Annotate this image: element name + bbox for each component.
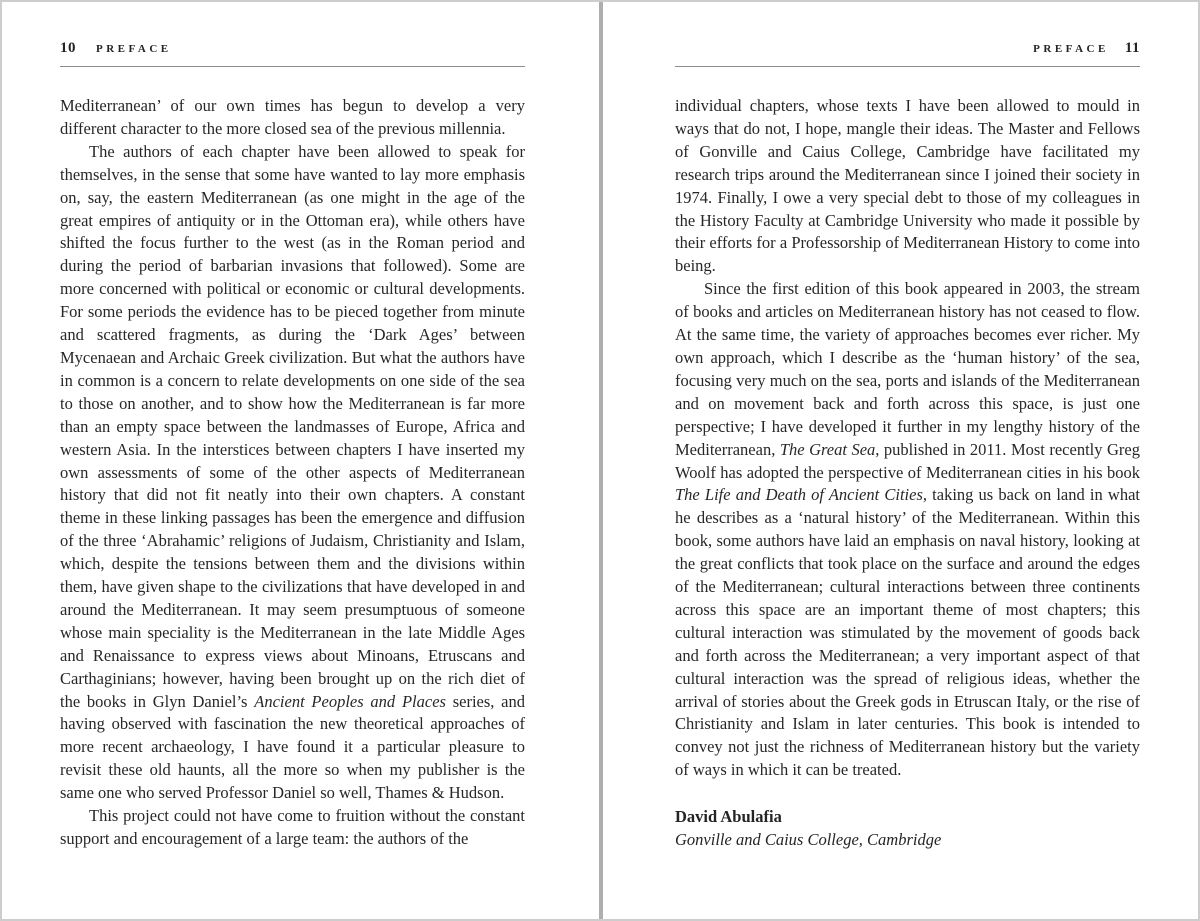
text-segment: individual chapters, whose texts I have been allowed to mould in ways that do not, I hope, mangle their ideas. The Master and Fellows of Gonville and Caius College, Cambridge have facilitated my research trips around the Mediterranean since I joined their society in 1974. Finally, I owe a very special debt to those of my colleagues in the History Faculty at Cambridge University who made it possible by their efforts for a Professorship of Mediterranean History to come into being.: [675, 96, 1140, 276]
paragraph: [60, 805, 525, 851]
paragraph: [60, 95, 525, 141]
page-left-inner: [2, 2, 525, 851]
running-header-right: [675, 40, 1140, 57]
signature-block: [675, 805, 1140, 851]
text-segment: series, and having observed with fascination the new theoretical approaches of more recent archaeology, I have found it a particular pleasure to revisit these old haunts, all the more so when my publisher is the same one who served Professor Daniel so well, Thames & Hudson.: [60, 691, 525, 803]
header-rule-left: [60, 66, 525, 67]
page-left: [2, 2, 599, 919]
running-head-left: PREFACE: [96, 43, 172, 55]
paragraph: [60, 141, 525, 805]
signature-affiliation: Gonville and Caius College, Cambridge: [675, 830, 942, 850]
running-head-right: PREFACE: [1033, 43, 1109, 55]
page-number-right: 11: [1124, 40, 1140, 56]
signature-name: David Abulafia: [675, 807, 782, 827]
text-segment: , taking us back on land in what he describes as a ‘natural history’ of the Mediterranean. Within this book, some authors have laid an emphasis on naval history, looking at the great conflicts that took place on the surface and around the edges of the Mediterranean; cultural interactions between three continents across this space are an important theme of most chapters; this cultural interaction was stimulated by the movement of goods back and forth across the Mediterranean; a very important aspect of that cultural interaction was the spread of religious ideas, whether the arrival of stories about the Greek gods in Etruscan Italy, or the rise of Christianity and Islam in later centuries. This book is intended to convey not just the richness of Mediterranean history but the variety of ways in which it can be treated.: [675, 485, 1140, 780]
body-text-left: [60, 95, 525, 851]
running-header-left: [60, 40, 525, 57]
header-rule-right: [675, 66, 1140, 67]
page-right: [603, 2, 1200, 919]
text-segment: , published in 2011. Most recently Greg Woolf has adopted the perspective of Mediterranean cities in his book: [675, 439, 1140, 482]
paragraph: [675, 95, 1140, 278]
book-title-italic: The Great Sea: [779, 439, 876, 459]
page-number-left: 10: [60, 40, 76, 56]
text-segment: Since the first edition of this book appeared in 2003, the stream of books and articles on Mediterranean history has not ceased to flow. At the same time, the variety of approaches becomes ever richer. My own approach, which I describe as the ‘human history’ of the sea, focusing very much on the sea, ports and islands of the Mediterranean and on movement back and forth across this space, is just one perspective; I have developed it further in my lengthy history of the Mediterranean,: [675, 279, 1140, 459]
paragraph: [675, 278, 1140, 782]
book-title-italic: The Life and Death of Ancient Cities: [675, 485, 923, 505]
text-segment: The authors of each chapter have been allowed to speak for themselves, in the sense that some have wanted to lay more emphasis on, say, the eastern Mediterranean (as one might in the age of the great empires of antiquity or in the Ottoman era), while others have shifted the focus further to the west (as in the Roman period and during the period of barbarian invasions that followed). Some are more concerned with political or economic or cultural developments. For some periods the evidence has to be pieced together from minute and scattered fragments, as during the ‘Dark Ages’ between Mycenaean and Archaic Greek civilization. But what the authors have in common is a concern to relate developments on one side of the sea to those on another, and to show how the Mediterranean is far more than an empty space between the landmasses of Europe, Africa and western Asia. In the interstices between chapters I have inserted my own assessments of some of the other aspects of Mediterranean history that did not fit neatly into their own chapters. A constant theme in these linking passages has been the emergence and diffusion of the three ‘Abrahamic’ religions of Judaism, Christianity and Islam, which, despite the tensions between them and the divisions within them, have given shape to the civilizations that have developed in and around the Mediterranean. It may seem presumptuous of someone whose main speciality is the Mediterranean in the late Middle Ages and Renaissance to express views about Minoans, Etruscans and Carthaginians; however, having been brought up on the rich diet of the books in Glyn Daniel’s: [60, 141, 525, 711]
book-title-italic: Ancient Peoples and Places: [254, 691, 446, 711]
page-right-inner: [603, 2, 1140, 851]
text-segment: This project could not have come to fruition without the constant support and encouragement of a large team: the authors of the: [60, 806, 525, 848]
text-segment: Mediterranean’ of our own times has begun to develop a very different character to the more closed sea of the previous millennia.: [60, 96, 525, 138]
body-text-right: [675, 95, 1140, 782]
